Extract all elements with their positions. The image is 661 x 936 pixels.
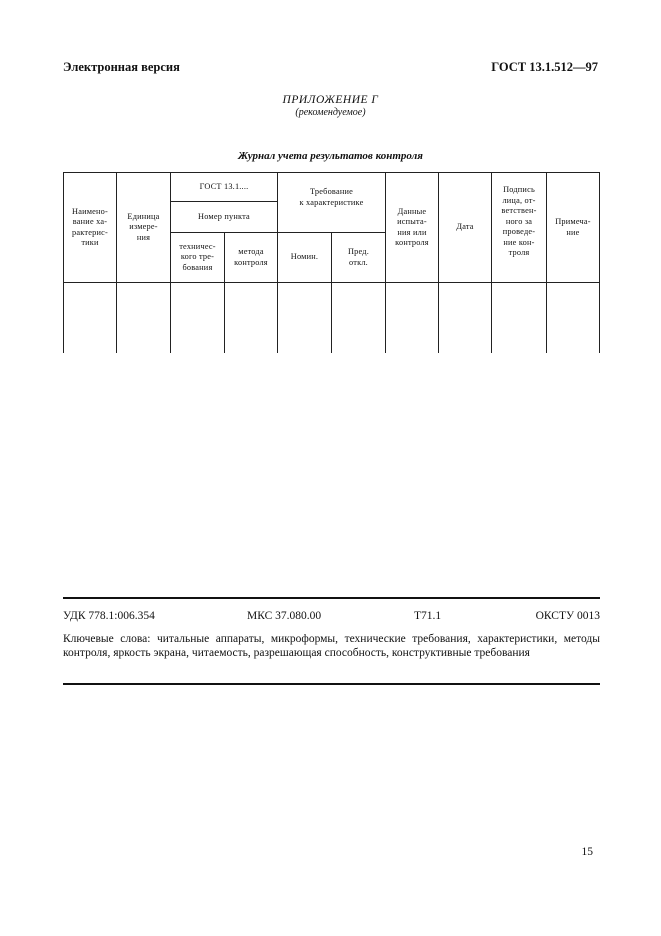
page-number: 15 bbox=[581, 846, 593, 858]
header-edition-label: Электронная версия bbox=[63, 60, 180, 74]
classification-code: Т71.1 bbox=[414, 610, 442, 622]
column-header-gost: ГОСТ 13.1.... bbox=[199, 181, 249, 191]
appendix-title: ПРИЛОЖЕНИЕ Г bbox=[282, 94, 379, 106]
column-header-item-number: Номер пункта bbox=[198, 211, 250, 221]
keywords-paragraph: Ключевые слова: читальные аппараты, микроформы, технические требования, характеристики, методы контроля, яркость экрана, читаемость, разрешающая способность, конструктивные требования bbox=[63, 633, 600, 659]
appendix-subtitle: (рекомендуемое) bbox=[295, 107, 366, 118]
column-header-test-data: Данные испыта- ния или контроля bbox=[395, 206, 429, 247]
footer-bottom-rule bbox=[63, 683, 600, 685]
udk-code: УДК 778.1:006.354 bbox=[63, 610, 155, 622]
column-header-date: Дата bbox=[456, 222, 474, 232]
column-header-tech-requirement: техничес- кого тре- бования bbox=[179, 241, 216, 272]
column-header-unit: Единица измере- ния bbox=[127, 211, 160, 242]
header-standard-number: ГОСТ 13.1.512—97 bbox=[491, 60, 598, 74]
column-header-characteristic: Наимено- вание ха- рактерис- тики bbox=[72, 206, 108, 247]
column-header-note: Примеча- ние bbox=[555, 217, 591, 237]
mks-code: МКС 37.080.00 bbox=[247, 610, 322, 622]
table-vline-11 bbox=[599, 172, 600, 353]
footer-top-rule bbox=[63, 597, 600, 599]
column-header-control-method: метода контроля bbox=[234, 247, 268, 267]
column-header-signature: Подпись лица, от- ветствен- ного за проведе- ние кон- троля bbox=[501, 185, 537, 257]
okstu-code: ОКСТУ 0013 bbox=[535, 610, 600, 622]
column-header-requirement: Требование к характеристике bbox=[299, 187, 364, 207]
column-header-tolerance: Пред. откл. bbox=[347, 247, 369, 267]
journal-title: Журнал учета результатов контроля bbox=[238, 150, 423, 162]
column-header-nominal: Номин. bbox=[290, 252, 319, 262]
